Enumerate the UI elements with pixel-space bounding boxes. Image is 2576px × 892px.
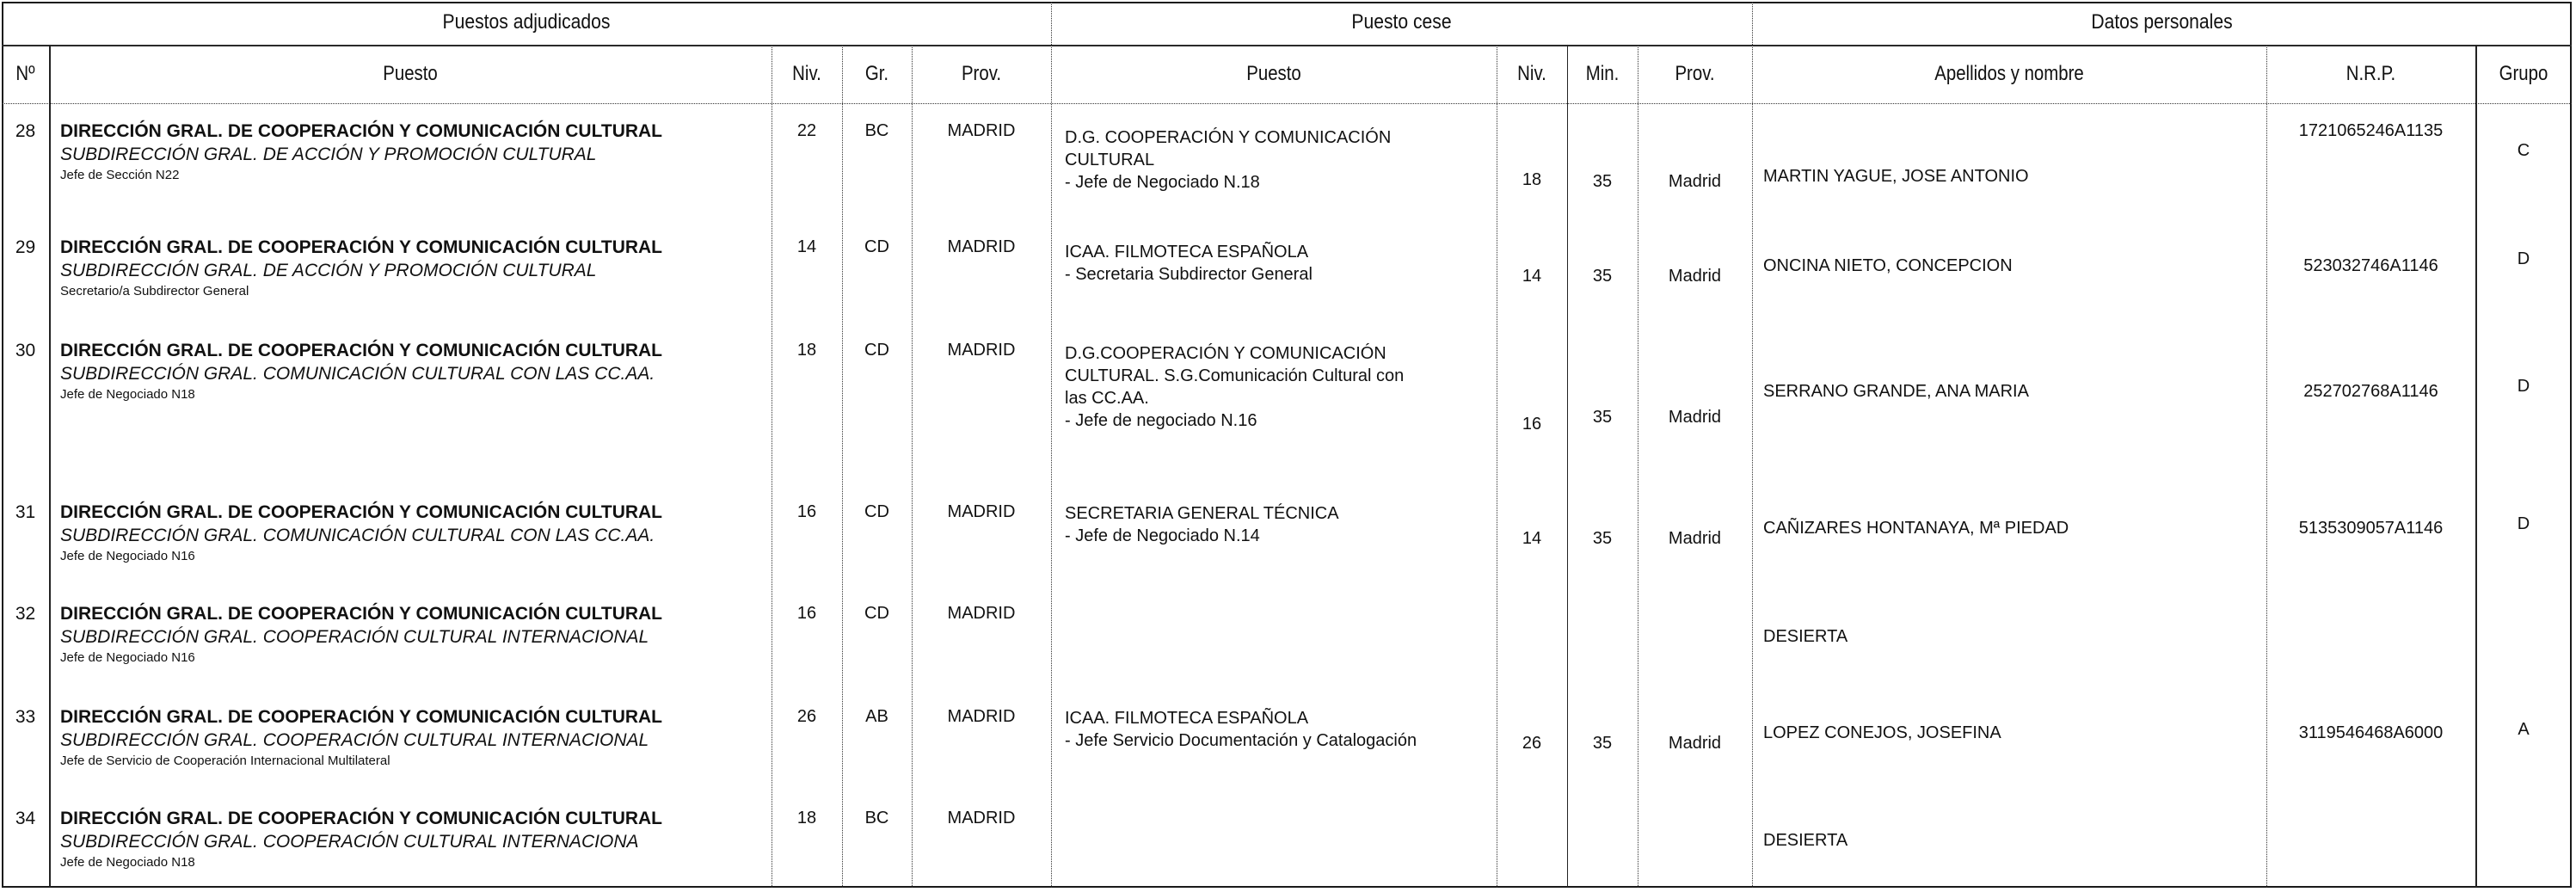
gr-cell: CD: [864, 341, 889, 360]
nrp-cell: 252702768A1146: [2303, 382, 2438, 401]
nrp-cell: 3119546468A6000: [2298, 723, 2444, 742]
cese-min-cell: 35: [1592, 172, 1613, 191]
cese-line: - Jefe de Negociado N.14: [1065, 526, 1260, 545]
puesto-cell: [60, 339, 662, 404]
col-divider-gr: [912, 45, 913, 888]
prov-cell: MADRID: [947, 341, 1016, 360]
direccion-text: DIRECCIÓN GRAL. DE COOPERACIÓN Y COMUNICACIÓN CULTURAL: [60, 237, 663, 257]
col-header-nrp: N.R.P.: [2345, 62, 2396, 85]
subdireccion-text: SUBDIRECCIÓN GRAL. COOPERACIÓN CULTURAL INTERNACIONAL: [60, 627, 649, 647]
header-divider: [2, 45, 2572, 46]
puesto-cell: [60, 705, 662, 771]
nrp-cell: 1721065246A1135: [2298, 121, 2444, 140]
grupo-cell: A: [2518, 720, 2530, 739]
cese-line: SECRETARIA GENERAL TÉCNICA: [1065, 504, 1339, 523]
nrp-cell: 523032746A1146: [2303, 256, 2438, 275]
puesto-cell: [60, 807, 662, 872]
row-number: 31: [15, 502, 36, 522]
cese-line: - Secretaria Subdirector General: [1065, 265, 1313, 284]
direccion-text: DIRECCIÓN GRAL. DE COOPERACIÓN Y COMUNICACIÓN CULTURAL: [60, 604, 663, 624]
grupo-cell: D: [2517, 377, 2530, 396]
puesto-text: Jefe de Negociado N16: [60, 549, 195, 563]
niv-cell: 16: [796, 502, 817, 521]
gr-cell: AB: [865, 707, 888, 726]
direccion-text: DIRECCIÓN GRAL. DE COOPERACIÓN Y COMUNICACIÓN CULTURAL: [60, 707, 663, 727]
puesto-text: Jefe de Negociado N18: [60, 387, 195, 402]
cese-niv-cell: 18: [1522, 170, 1542, 189]
col-header-puesto: Puesto: [383, 62, 438, 85]
row-number: 29: [15, 237, 36, 257]
puesto-cell: [60, 602, 662, 667]
prov-cell: MADRID: [947, 237, 1016, 256]
cese-puesto-cell: [1065, 342, 1478, 432]
cese-prov-cell: Madrid: [1668, 172, 1722, 191]
gr-cell: CD: [864, 502, 889, 521]
cese-puesto-cell: [1065, 126, 1478, 194]
prov-cell: MADRID: [947, 809, 1016, 827]
col-header-grupo: Grupo: [2499, 62, 2548, 85]
cese-line: - Jefe Servicio Documentación y Catalogación: [1065, 731, 1417, 750]
row-number: 32: [15, 604, 36, 624]
cese-prov-cell: Madrid: [1668, 267, 1722, 286]
subdireccion-text: SUBDIRECCIÓN GRAL. COMUNICACIÓN CULTURAL CON LAS CC.AA.: [60, 526, 655, 545]
subdireccion-text: SUBDIRECCIÓN GRAL. COOPERACIÓN CULTURAL INTERNACIONA: [60, 832, 639, 852]
col-header-cese-puesto: Puesto: [1246, 62, 1301, 85]
col-header-prov: Prov.: [961, 62, 1002, 85]
col-header-n: Nº: [15, 62, 35, 85]
puesto-text: Jefe de Negociado N16: [60, 650, 195, 665]
col-header-cese-min: Min.: [1585, 62, 1620, 85]
cese-niv-cell: 14: [1522, 529, 1542, 548]
group-divider-personales: [1752, 2, 1753, 888]
cese-prov-cell: Madrid: [1668, 734, 1722, 753]
cese-line: - Jefe de negociado N.16: [1065, 411, 1257, 430]
cese-min-cell: 35: [1592, 408, 1613, 427]
grupo-cell: D: [2517, 514, 2530, 533]
row-number: 28: [15, 121, 36, 141]
row-number: 30: [15, 341, 36, 360]
col-header-niv: Niv.: [792, 62, 821, 85]
prov-cell: MADRID: [947, 707, 1016, 726]
cese-min-cell: 35: [1592, 734, 1613, 753]
cese-line: D.G.COOPERACIÓN Y COMUNICACIÓN: [1065, 344, 1386, 363]
cese-niv-cell: 26: [1522, 734, 1542, 753]
prov-cell: MADRID: [947, 604, 1016, 623]
cese-niv-cell: 14: [1522, 267, 1542, 286]
cese-line: D.G. COOPERACIÓN Y COMUNICACIÓN: [1065, 128, 1392, 147]
direccion-text: DIRECCIÓN GRAL. DE COOPERACIÓN Y COMUNICACIÓN CULTURAL: [60, 502, 663, 522]
puesto-cell: [60, 501, 662, 566]
gr-cell: CD: [864, 604, 889, 623]
col-divider-n: [49, 45, 51, 888]
puesto-cell: [60, 120, 662, 185]
col-divider-nrp: [2475, 45, 2477, 888]
cese-prov-cell: Madrid: [1668, 408, 1722, 427]
niv-cell: 16: [796, 604, 817, 623]
cese-line: CULTURAL: [1065, 151, 1155, 169]
puesto-text: Jefe de Sección N22: [60, 168, 180, 182]
col-header-gr: Gr.: [864, 62, 889, 85]
nombre-cell: DESIERTA: [1763, 831, 1848, 850]
cese-min-cell: 35: [1592, 267, 1613, 286]
col-divider-nombre: [2266, 45, 2267, 888]
cese-puesto-cell: [1065, 707, 1478, 752]
subdireccion-text: SUBDIRECCIÓN GRAL. COMUNICACIÓN CULTURAL CON LAS CC.AA.: [60, 364, 655, 384]
direccion-text: DIRECCIÓN GRAL. DE COOPERACIÓN Y COMUNICACIÓN CULTURAL: [60, 341, 663, 360]
cese-prov-cell: Madrid: [1668, 529, 1722, 548]
cese-min-cell: 35: [1592, 529, 1613, 548]
group-header-personales: Datos personales: [2091, 10, 2233, 34]
subdireccion-text: SUBDIRECCIÓN GRAL. COOPERACIÓN CULTURAL INTERNACIONAL: [60, 730, 649, 750]
cese-line: CULTURAL. S.G.Comunicación Cultural con: [1065, 366, 1405, 385]
gr-cell: CD: [864, 237, 889, 256]
cese-line: - Jefe de Negociado N.18: [1065, 173, 1260, 192]
direccion-text: DIRECCIÓN GRAL. DE COOPERACIÓN Y COMUNICACIÓN CULTURAL: [60, 121, 663, 141]
niv-cell: 18: [796, 809, 817, 827]
col-divider-cese-niv: [1567, 45, 1568, 888]
niv-cell: 18: [796, 341, 817, 360]
niv-cell: 26: [796, 707, 817, 726]
niv-cell: 14: [796, 237, 817, 256]
nombre-cell: MARTIN YAGUE, JOSE ANTONIO: [1763, 167, 2029, 186]
prov-cell: MADRID: [947, 121, 1016, 140]
nombre-cell: ONCINA NIETO, CONCEPCION: [1763, 256, 2013, 275]
cese-line: ICAA. FILMOTECA ESPAÑOLA: [1065, 243, 1309, 261]
puesto-text: Secretario/a Subdirector General: [60, 284, 249, 298]
nombre-cell: CAÑIZARES HONTANAYA, Mª PIEDAD: [1763, 519, 2069, 538]
col-header-cese-prov: Prov.: [1675, 62, 1715, 85]
header-body-divider: [2, 103, 2572, 104]
group-header-adjudicados: Puestos adjudicados: [442, 10, 611, 34]
col-header-cese-niv: Niv.: [1517, 62, 1546, 85]
grupo-cell: D: [2517, 249, 2530, 268]
group-divider-cese: [1051, 2, 1052, 888]
subdireccion-text: SUBDIRECCIÓN GRAL. DE ACCIÓN Y PROMOCIÓN CULTURAL: [60, 145, 597, 164]
col-header-nombre: Apellidos y nombre: [1934, 62, 2084, 85]
prov-cell: MADRID: [947, 502, 1016, 521]
nombre-cell: SERRANO GRANDE, ANA MARIA: [1763, 382, 2029, 401]
col-divider-niv: [842, 45, 843, 888]
puesto-text: Jefe de Servicio de Cooperación Internacional Multilateral: [60, 754, 390, 768]
cese-niv-cell: 16: [1522, 415, 1542, 434]
nombre-cell: DESIERTA: [1763, 627, 1848, 646]
cese-line: las CC.AA.: [1065, 389, 1149, 408]
subdireccion-text: SUBDIRECCIÓN GRAL. DE ACCIÓN Y PROMOCIÓN CULTURAL: [60, 261, 597, 280]
puesto-cell: [60, 236, 662, 301]
puesto-text: Jefe de Negociado N18: [60, 855, 195, 870]
nrp-cell: 5135309057A1146: [2298, 519, 2444, 538]
direccion-text: DIRECCIÓN GRAL. DE COOPERACIÓN Y COMUNICACIÓN CULTURAL: [60, 809, 663, 828]
cese-line: ICAA. FILMOTECA ESPAÑOLA: [1065, 709, 1309, 728]
nombre-cell: LOPEZ CONEJOS, JOSEFINA: [1763, 723, 2001, 742]
gr-cell: BC: [864, 121, 889, 140]
row-number: 34: [15, 809, 36, 828]
cese-puesto-cell: [1065, 241, 1478, 286]
cese-puesto-cell: [1065, 502, 1478, 547]
gr-cell: BC: [864, 809, 889, 827]
grupo-cell: C: [2517, 141, 2530, 160]
group-header-cese: Puesto cese: [1351, 10, 1452, 34]
niv-cell: 22: [796, 121, 817, 140]
row-number: 33: [15, 707, 36, 727]
